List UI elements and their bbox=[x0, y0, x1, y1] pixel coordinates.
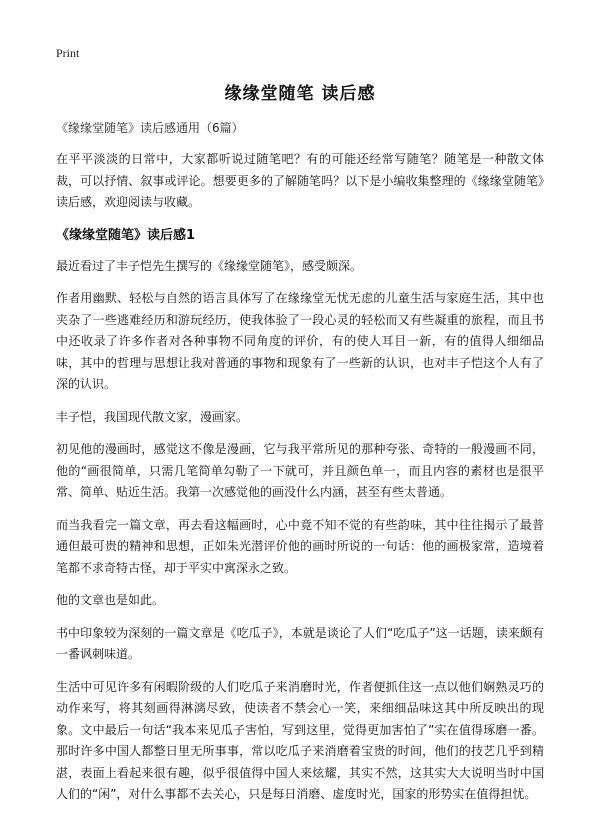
document-subtitle: 《缘缘堂随笔》读后感通用（6篇） bbox=[56, 121, 244, 135]
intro-paragraph: 在平平淡淡的日常中，大家都听说过随笔吧？有的可能还经常写随笔？随笔是一种散文体裁，可以抒情、叙事或评论。想要更多的了解随笔吗？以下是小编收集整理的《缘缘堂随笔》读后感，欢迎阅读与收藏。 bbox=[56, 152, 544, 209]
paragraph-6: 他的文章也是如此。 bbox=[56, 593, 165, 607]
section-heading: 《缘缘堂随笔》读后感1 bbox=[56, 227, 196, 243]
paragraph-5: 而当我看完一篇文章，再去看这幅画时，心中竟不知不觉的有些韵味，其中往往揭示了最普通但最可贵的精神和思想，正如朱光潜评价他的画时所说的一句话：他的画极家常，造境着笔都不求奇特古怪，却于平实中寓深永之致。 bbox=[56, 517, 544, 575]
paragraph-3: 丰子恺，我国现代散文家，漫画家。 bbox=[56, 409, 249, 424]
print-label: Print bbox=[56, 46, 80, 60]
paragraph-8: 生活中可见许多有闲暇阶级的人们吃瓜子来消磨时光，作者便抓住这一点以他们娴熟灵巧的动作来写，将其刻画得淋漓尽致，使读者不禁会心一笑，来细细品味这其中所反映出的现象。文中最后一句话“我本来见瓜子害怕，写到这里，觉得更加害怕了”实在值得琢磨一番。那时许多中国人都整日里无所事事，常以吃瓜子来消磨着宝贵的时间，他们的技艺几乎到精湛，表面上看起来很有趣，似乎很值得中国人来炫耀，其实不然，这其实大大说明当时中国人们的“闲”，对什么事都不去关心，只是每日消磨、虚度时光，国家的形势实在值得担忧。 bbox=[56, 679, 544, 801]
paragraph-2: 作者用幽默、轻松与自然的语言具体写了在缘缘堂无忧无虑的儿童生活与家庭生活，其中也夹杂了一些逃难经历和游玩经历，使我体验了一段心灵的轻松而又有些凝重的旅程，而且书中还收录了许多作者对各种事物不同角度的评价，有的使人耳目一新，有的值得人细细品味，其中的哲理与思想让我对普通的事物和现象有了一些新的认识，也对丰子恺这个人有了深的认识。 bbox=[56, 291, 544, 391]
page-title: 缘缘堂随笔 读后感 bbox=[224, 84, 376, 104]
paragraph-7: 书中印象较为深刻的一篇文章是《吃瓜子》，本就是谈论了人们“吃瓜子”这一话题，读来颇有一番讽刺味道。 bbox=[56, 625, 544, 661]
document-body bbox=[56, 118, 544, 817]
paragraph-4: 初见他的漫画时，感觉这不像是漫画，它与我平常所见的那种夸张、奇特的一般漫画不同，他的“画很简单，只需几笔简单勾勒了一下就可，并且颜色单一，而且内容的素材也是很平常、简单、贴近生活。我第一次感觉他的画没什么内涵，甚至有些太普通。 bbox=[56, 442, 544, 499]
paragraph-1: 最近看过了丰子恺先生撰写的《缘缘堂随笔》，感受颇深。 bbox=[56, 258, 363, 273]
